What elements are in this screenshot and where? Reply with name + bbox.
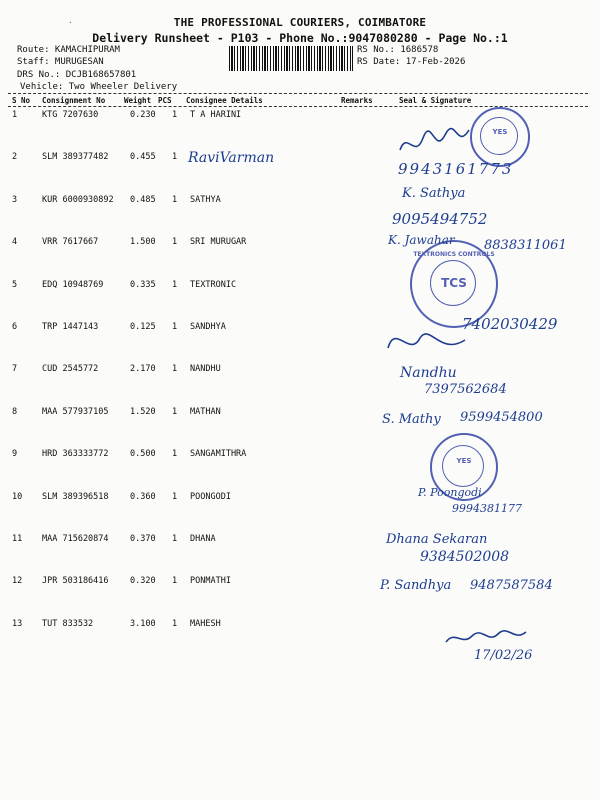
row12-phone: 9487587584 (470, 578, 553, 593)
row2-phone: 9943161773 (398, 160, 514, 178)
row-sno: 13 (12, 619, 23, 629)
route-label: Route: KAMACHIPURAM (17, 45, 120, 55)
row-pcs: 1 (172, 364, 178, 374)
row7-phone: 7397562684 (424, 382, 507, 397)
row-consignee: DHANA (190, 534, 216, 544)
company-title: THE PROFESSIONAL COURIERS, COIMBATORE (173, 16, 427, 29)
row-consignee: T A HARINI (190, 110, 242, 120)
row6-phone: 7402030429 (462, 315, 558, 333)
row-consignee: TEXTRONIC (190, 280, 237, 290)
rs-number: RS No.: 1686578 (357, 45, 439, 55)
row-sno: 1 (12, 110, 18, 120)
row-pcs: 1 (172, 407, 178, 417)
row11-phone: 9384502008 (420, 549, 510, 565)
row-pcs: 1 (172, 322, 178, 332)
row-weight: 0.455 (130, 152, 156, 162)
rs-date: RS Date: 17-Feb-2026 (357, 57, 466, 67)
row3-signature: K. Sathya (402, 186, 466, 201)
row-weight: 1.500 (130, 237, 156, 247)
row4-signature: K. Jawahar (388, 233, 455, 247)
row-pcs: 1 (172, 280, 178, 290)
row-consignment-no: KTG 7207630 (42, 110, 99, 120)
row-consignment-no: TRP 1447143 (42, 322, 99, 332)
col-consignment: Consignment No (42, 96, 106, 105)
vehicle-label: Vehicle: Two Wheeler Delivery (20, 82, 178, 92)
row-sno: 12 (12, 576, 23, 586)
row-pcs: 1 (172, 237, 178, 247)
row-sno: 5 (12, 280, 18, 290)
row-weight: 0.320 (130, 576, 156, 586)
header-top-rule (8, 93, 588, 94)
row-sno: 2 (12, 152, 18, 162)
row-sno: 10 (12, 492, 23, 502)
row-weight: 0.335 (130, 280, 156, 290)
row-weight: 3.100 (130, 619, 156, 629)
row7-signature: Nandhu (400, 365, 457, 381)
row-consignment-no: TUT 833532 (42, 619, 94, 629)
col-pcs: PCS (158, 96, 172, 105)
row-consignment-no: MAA 577937105 (42, 407, 109, 417)
row2-handwritten-name: RaviVarman (188, 150, 275, 166)
row10-signature: P. Poongodi (418, 486, 482, 499)
row-weight: 1.520 (130, 407, 156, 417)
row-consignee: PONMATHI (190, 576, 231, 586)
row10-phone: 9994381177 (452, 502, 522, 515)
row-consignee: MATHAN (190, 407, 221, 417)
row-sno: 4 (12, 237, 18, 247)
row-weight: 0.500 (130, 449, 156, 459)
row-consignee: SANGAMITHRA (190, 449, 247, 459)
row-weight: 0.370 (130, 534, 156, 544)
row-weight: 2.170 (130, 364, 156, 374)
row-pcs: 1 (172, 449, 178, 459)
row-pcs: 1 (172, 152, 178, 162)
row-consignment-no: EDQ 10948769 (42, 280, 104, 290)
row-pcs: 1 (172, 576, 178, 586)
row-weight: 0.230 (130, 110, 156, 120)
scan-mark: · (68, 18, 73, 27)
row-sno: 11 (12, 534, 23, 544)
barcode (229, 46, 353, 71)
yes-stamp-2: YES (430, 433, 498, 501)
row4-phone: 8838311061 (484, 238, 567, 253)
row-consignee: SRI MURUGAR (190, 237, 247, 247)
row-pcs: 1 (172, 110, 178, 120)
col-remarks: Remarks (341, 96, 373, 105)
row-consignment-no: SLM 389396518 (42, 492, 109, 502)
signature-scribble-6 (380, 318, 470, 363)
row-weight: 0.360 (130, 492, 156, 502)
row-sno: 3 (12, 195, 18, 205)
row-consignee: SATHYA (190, 195, 221, 205)
row-consignment-no: KUR 6000930892 (42, 195, 114, 205)
row-weight: 0.125 (130, 322, 156, 332)
row-consignment-no: CUD 2545772 (42, 364, 99, 374)
row-consignment-no: MAA 715620874 (42, 534, 109, 544)
row12-signature: P. Sandhya (380, 578, 452, 593)
row-consignment-no: SLM 389377482 (42, 152, 109, 162)
row3-phone: 9095494752 (392, 210, 488, 228)
row-sno: 9 (12, 449, 18, 459)
row-consignee: SANDHYA (190, 322, 226, 332)
row-sno: 6 (12, 322, 18, 332)
row-pcs: 1 (172, 195, 178, 205)
row-consignee: MAHESH (190, 619, 221, 629)
row-pcs: 1 (172, 619, 178, 629)
runsheet-subtitle: Delivery Runsheet - P103 - Phone No.:9047080280 - Page No.:1 (92, 31, 508, 45)
col-consignee: Consignee Details (186, 96, 263, 105)
row-consignment-no: HRD 363333772 (42, 449, 109, 459)
row-sno: 7 (12, 364, 18, 374)
col-sno: S No (12, 96, 31, 105)
row-pcs: 1 (172, 492, 178, 502)
drs-number: DRS No.: DCJB168657801 (17, 70, 137, 80)
row-sno: 8 (12, 407, 18, 417)
row-weight: 0.485 (130, 195, 156, 205)
row-consignee: POONGODI (190, 492, 231, 502)
row-consignee: NANDHU (190, 364, 221, 374)
col-seal: Seal & Signature (399, 96, 472, 105)
row-consignment-no: JPR 503186416 (42, 576, 109, 586)
textronics-controls-stamp: TEXTRONICS CONTROLS TCS (410, 240, 498, 328)
yes-stamp-1: YES (470, 107, 530, 167)
row8-phone: 9599454800 (460, 410, 543, 425)
row-consignment-no: VRR 7617667 (42, 237, 99, 247)
col-weight: Weight (124, 96, 152, 105)
row8-signature: S. Mathy (382, 412, 441, 427)
row-pcs: 1 (172, 534, 178, 544)
row13-date: 17/02/26 (474, 648, 533, 663)
row11-signature: Dhana Sekaran (386, 532, 488, 547)
staff-label: Staff: MURUGESAN (17, 57, 104, 67)
